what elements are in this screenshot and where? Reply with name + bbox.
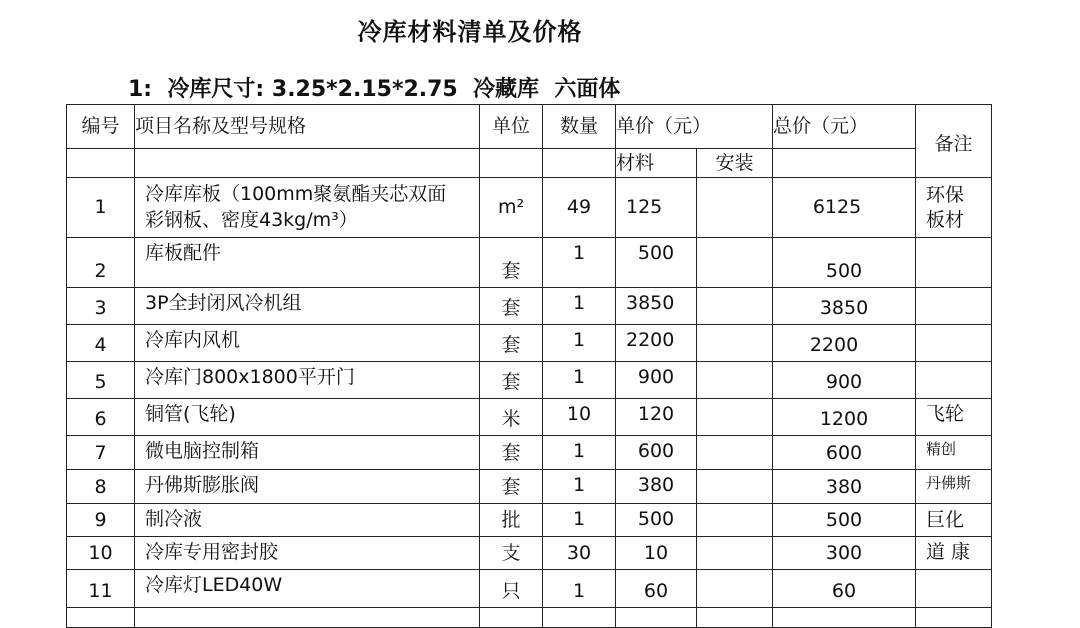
header-qty: 数量	[543, 105, 616, 149]
row-remark	[916, 178, 992, 238]
table-row	[67, 288, 992, 325]
row-material-price: 120	[616, 399, 697, 436]
row-material-price: 2200	[616, 325, 697, 362]
row-no: 6	[67, 399, 135, 436]
row-total: 500	[773, 238, 916, 288]
row-qty: 49	[543, 178, 616, 238]
row-total: 6125	[773, 178, 916, 238]
row-item-name: 铜管(飞轮)	[135, 399, 480, 436]
table-row	[67, 537, 992, 570]
row-unit: 套	[480, 325, 543, 362]
row-install-price	[697, 288, 773, 325]
row-qty: 1	[543, 325, 616, 362]
row-item-name: 微电脑控制箱	[135, 436, 480, 470]
table-row	[67, 325, 992, 362]
row-material-price: 900	[616, 362, 697, 399]
row-no: 10	[67, 537, 135, 570]
row-item-name: 冷库灯LED40W	[135, 570, 480, 608]
row-item-name: 冷库门800x1800平开门	[135, 362, 480, 399]
row-item-name-line2: 彩钢板、密度43kg/m³）	[145, 208, 358, 231]
row-qty: 1	[543, 362, 616, 399]
row-remark	[916, 325, 992, 362]
row-qty: 1	[543, 504, 616, 537]
row-material-price: 125	[616, 178, 697, 238]
header-row	[67, 105, 992, 149]
row-install-price	[697, 178, 773, 238]
header-name-blank	[135, 149, 480, 178]
row-total: 380	[773, 470, 916, 504]
row-unit: 套	[480, 470, 543, 504]
row-item-name: 制冷液	[135, 504, 480, 537]
row-unit: 批	[480, 504, 543, 537]
table-row	[67, 436, 992, 470]
row-material-price: 500	[616, 238, 697, 288]
header-unit: 单位	[480, 105, 543, 149]
row-qty: 1	[543, 570, 616, 608]
table-row	[67, 470, 992, 504]
row-remark: 飞轮	[916, 399, 992, 436]
row-install-price	[697, 362, 773, 399]
row-remark	[916, 570, 992, 608]
row-material-price: 60	[616, 570, 697, 608]
table-row	[67, 399, 992, 436]
row-unit: 套	[480, 362, 543, 399]
row-qty: 10	[543, 399, 616, 436]
header-name: 项目名称及型号规格	[135, 105, 480, 149]
row-qty: 1	[543, 288, 616, 325]
row-no: 3	[67, 288, 135, 325]
row-no: 5	[67, 362, 135, 399]
header-remark: 备注	[916, 105, 992, 178]
row-material-price: 3850	[616, 288, 697, 325]
row-no: 2	[67, 238, 135, 288]
row-total: 60	[773, 570, 916, 608]
row-total: 3850	[773, 288, 916, 325]
section-heading: 1: 冷库尺寸: 3.25*2.15*2.75 冷藏库 六面体	[128, 77, 621, 102]
row-qty: 1	[543, 436, 616, 470]
header-no: 编号	[67, 105, 135, 149]
row-qty: 1	[543, 470, 616, 504]
row-remark: 精创	[916, 436, 992, 470]
header-qty-blank	[543, 149, 616, 178]
row-install-price	[697, 399, 773, 436]
row-install-price	[697, 570, 773, 608]
row-item-name-line1: 冷库库板（100mm聚氨酯夹芯双面	[145, 182, 447, 205]
row-install-price	[697, 504, 773, 537]
row-material-price: 380	[616, 470, 697, 504]
row-qty: 30	[543, 537, 616, 570]
table-row	[67, 570, 992, 608]
row-remark-line2: 板材	[926, 208, 965, 231]
row-total: 300	[773, 537, 916, 570]
row-remark-line1: 环保	[926, 183, 965, 206]
row-no: 7	[67, 436, 135, 470]
row-install-price	[697, 470, 773, 504]
row-total: 500	[773, 504, 916, 537]
row-total: 900	[773, 362, 916, 399]
header-install: 安装	[697, 149, 773, 178]
row-qty: 1	[543, 238, 616, 288]
row-remark	[916, 238, 992, 288]
row-total: 1200	[773, 399, 916, 436]
header-unit-price: 单价（元）	[616, 105, 773, 149]
row-install-price	[697, 537, 773, 570]
row-unit: 支	[480, 537, 543, 570]
row-remark: 丹佛斯	[916, 470, 992, 504]
row-item-name	[135, 178, 480, 238]
row-unit: 米	[480, 399, 543, 436]
row-item-name: 冷库专用密封胶	[135, 537, 480, 570]
header-total-blank	[773, 149, 916, 178]
row-no: 8	[67, 470, 135, 504]
row-remark	[916, 288, 992, 325]
document-title: 冷库材料清单及价格	[357, 18, 583, 46]
row-total: 600	[773, 436, 916, 470]
row-unit: 只	[480, 570, 543, 608]
header-no-blank	[67, 149, 135, 178]
row-no: 4	[67, 325, 135, 362]
header-material: 材料	[616, 149, 697, 178]
row-total: 2200	[773, 325, 916, 362]
row-install-price	[697, 238, 773, 288]
row-item-name: 库板配件	[135, 238, 480, 288]
row-item-name: 冷库内风机	[135, 325, 480, 362]
row-unit: 套	[480, 238, 543, 288]
table-row	[67, 178, 992, 238]
header-unit-blank	[480, 149, 543, 178]
row-unit: 套	[480, 288, 543, 325]
row-install-price	[697, 436, 773, 470]
row-item-name: 丹佛斯膨胀阀	[135, 470, 480, 504]
row-install-price	[697, 325, 773, 362]
header-subrow	[67, 149, 992, 178]
row-material-price: 500	[616, 504, 697, 537]
row-unit: m²	[480, 178, 543, 238]
table-row	[67, 362, 992, 399]
row-remark	[916, 362, 992, 399]
row-remark: 巨化	[916, 504, 992, 537]
price-table	[66, 104, 992, 628]
row-material-price: 10	[616, 537, 697, 570]
table-row	[67, 238, 992, 288]
row-no: 11	[67, 570, 135, 608]
row-material-price: 600	[616, 436, 697, 470]
row-no: 9	[67, 504, 135, 537]
row-remark: 道 康	[916, 537, 992, 570]
row-no: 1	[67, 178, 135, 238]
row-item-name: 3P全封闭风冷机组	[135, 288, 480, 325]
table-row	[67, 504, 992, 537]
header-total: 总价（元）	[773, 105, 916, 149]
row-unit: 套	[480, 436, 543, 470]
